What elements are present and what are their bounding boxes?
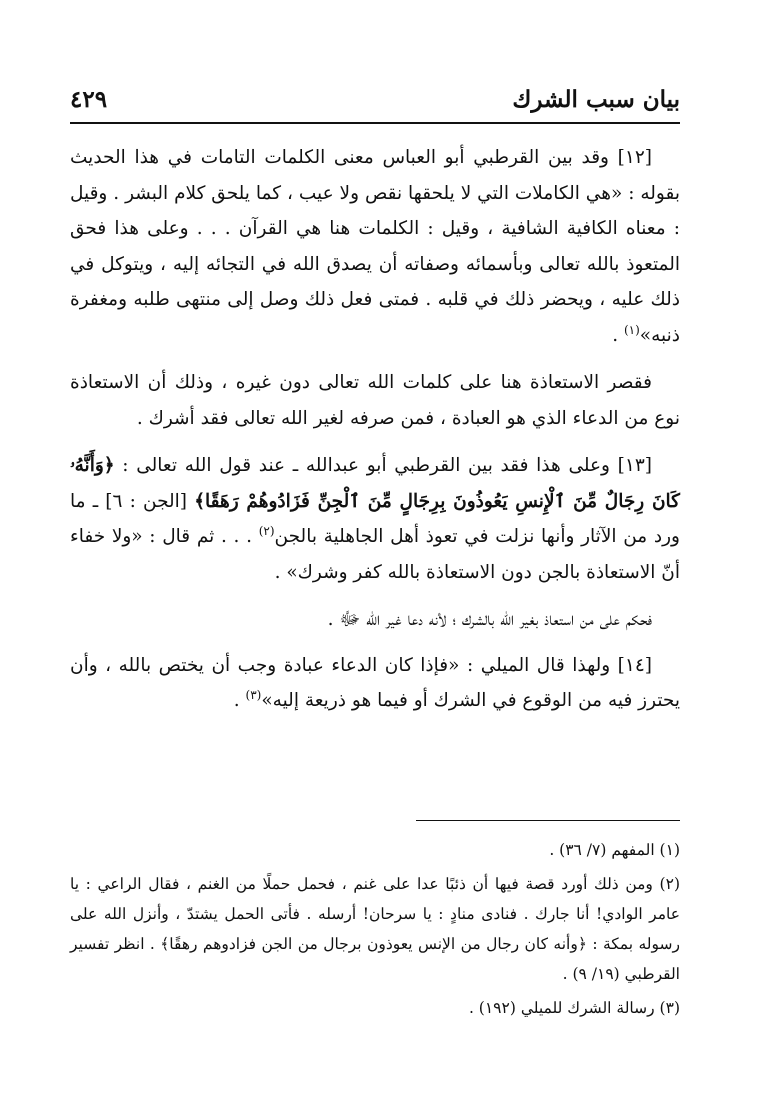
paragraph-12-text: [١٢] وقد بين القرطبي أبو العباس معنى الكلمات التامات في هذا الحديث بقوله : «هي الكاملات التي لا يلحقها نقص ولا عيب ، كما يلحق كلام البشر . وقيل : معناه الكافية الشافية ، وقيل : الكلمات هنا هي القرآن . . . وعلى هذا فحق المتعوذ بالله تعالى وبأسمائه وصفاته أن يصدق الله في التجائه إليه ، ويتوكل في ذلك عليه ، ويحضر ذلك في قلبه . فمتى فعل ذلك وصل إلى منتهى طلبه ومغفرة ذنبه»: [70, 147, 680, 346]
paragraph-12: [70, 140, 680, 353]
paragraph-judgement: فحكم على من استعاذ بغير الله بالشرك ؛ لأنه دعا غير الله ﷻ .: [327, 609, 652, 630]
footnote-ref-1: (١): [623, 322, 640, 337]
paragraph-13-intro: [١٣] وعلى هذا فقد بين القرطبي أبو عبدالله ـ عند قول الله تعالى :: [114, 455, 652, 476]
page-number: ٤٢٩: [70, 86, 108, 113]
paragraph-13-end: . . . ثم قال : «ولا خفاء أنّ الاستعاذة بالجن دون الاستعاذة بالله كفر وشرك» .: [70, 526, 680, 583]
footnote-ref-3: (٣): [245, 687, 262, 702]
footnote-separator: [416, 820, 680, 821]
footnote-2: (٢) ومن ذلك أورد قصة فيها أن ذئبًا عدا على غنم ، فحمل حملًا من الغنم ، فقال الراعي : يا عامر الوادي! أنا جارك . فنادى منادٍ : يا سرحان! أرسله . فأتى الحمل يشتدّ ، وأنزل الله على رسوله بمكة : ﴿وأنه كان رجال من الإنس يعوذون برجال من الجن فزادوهم رهقًا﴾ . انظر تفسير القرطبي (١٩/ ٩) .: [70, 875, 680, 983]
paragraph-12-end: .: [612, 324, 624, 346]
quran-verse: ﴿وَأَنَّهُۥ كَانَ رِجَالٌ مِّنَ ٱلْإِنسِ يَعُوذُونَ بِرِجَالٍ مِّنَ ٱلْجِنِّ فَزَادُوهُمْ رَهَقًا﴾: [70, 455, 680, 512]
footnote-3: (٣) رسالة الشرك للميلي (١٩٢) .: [468, 999, 680, 1017]
paragraph-13: [70, 448, 680, 590]
paragraph-13-middle: [الجن : ٦] ـ ما ورد من الآثار وأنها نزلت في تعوذ أهل الجاهلية بالجن: [70, 490, 680, 547]
paragraph-14-end: .: [233, 690, 246, 711]
main-text: [70, 140, 680, 731]
paragraph-conclusion: فقصر الاستعاذة هنا على كلمات الله تعالى دون غيره ، وذلك أن الاستعاذة نوع من الدعاء الذي هو العبادة ، فمن صرفه لغير الله تعالى فقد أشرك .: [70, 372, 680, 429]
running-title: بيان سبب الشرك: [512, 86, 680, 113]
footnote-1: (١) المفهم (٧/ ٣٦) .: [549, 841, 680, 859]
page-header: [70, 86, 680, 120]
paragraph-14-text: [١٤] ولهذا قال الميلي : «فإذا كان الدعاء عبادة وجب أن يختص بالله ، وأن يحترز فيه من الوقوع في الشرك أو فيما هو ذريعة إليه»: [70, 654, 680, 711]
footnote-ref-2: (٢): [258, 523, 275, 538]
paragraph-14: [70, 648, 680, 719]
header-rule: [70, 122, 680, 124]
footnotes: [70, 835, 680, 1027]
